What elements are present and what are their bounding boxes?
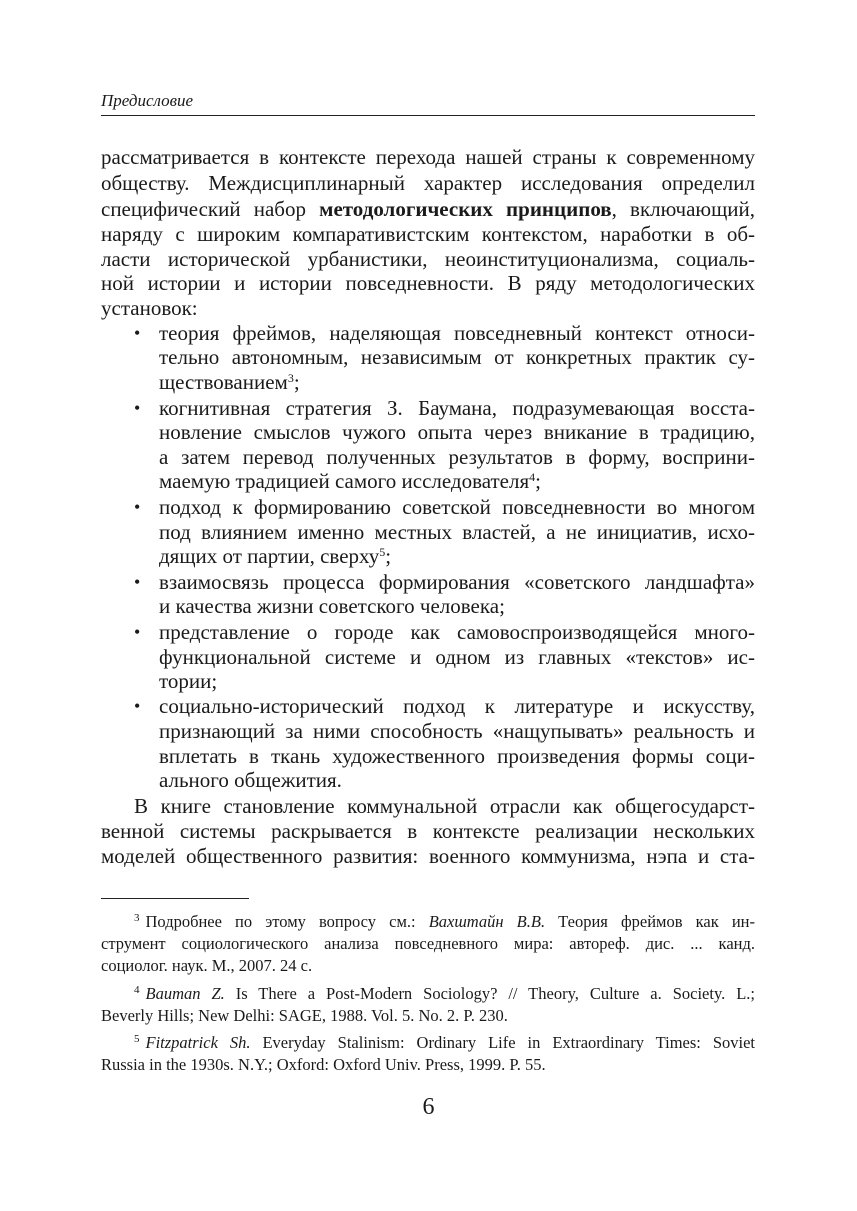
footnote-number: 4 <box>134 984 140 996</box>
body-line: обществу. Междисциплинарный характер исследования определил <box>101 171 755 195</box>
bold-term: методологических принципов <box>319 197 612 221</box>
footnote-line <box>134 911 755 933</box>
footnote-number: 3 <box>134 912 140 924</box>
footnote-text: Подробнее по этому вопросу см.: <box>145 912 429 931</box>
body-text: , включающий, <box>611 197 755 221</box>
footnote-text: Теория фреймов как ин- <box>545 912 755 931</box>
body-line: установок: <box>101 296 198 320</box>
bullet-marker: • <box>134 323 141 343</box>
running-head: Предисловие <box>101 90 755 116</box>
body-text: маемую традицией самого исследователя <box>159 469 530 493</box>
bullet-marker: • <box>134 572 141 592</box>
list-item-line: тории; <box>159 669 218 693</box>
list-item-line <box>159 370 755 394</box>
list-item-line: когнитивная стратегия З. Баумана, подразумевающая восста- <box>159 396 755 420</box>
footnote-separator <box>101 898 249 899</box>
body-line: моделей общественного развития: военного коммунизма, нэпа и ста- <box>101 844 755 868</box>
body-text: ; <box>535 469 541 493</box>
body-text: ; <box>385 544 392 568</box>
footnote-line: струмент социологического анализа повседневного мира: автореф. дис. ... канд. <box>101 934 755 953</box>
list-item-line: социально-исторический подход к литературе и искусству, <box>159 694 755 718</box>
footnote-ref: 5 <box>379 545 386 559</box>
list-item-line <box>159 544 755 568</box>
body-text: ществованием <box>159 370 288 394</box>
body-line <box>101 197 755 221</box>
list-item-line: новление смыслов чужого опыта через вникание в традицию, <box>159 420 755 444</box>
footnote-text: Everyday Stalinism: Ordinary Life in Extraordinary Times: Soviet <box>250 1033 755 1052</box>
body-text: дящих от партии, сверху <box>159 544 380 568</box>
footnote-author: Вахштайн В.В. <box>428 912 546 931</box>
footnote-ref: 3 <box>287 371 294 385</box>
body-line: В книге становление коммунальной отрасли как общегосударст- <box>134 794 755 818</box>
body-text: ; <box>293 370 300 394</box>
body-line: рассматривается в контексте перехода нашей страны к современному <box>101 145 755 169</box>
bullet-marker: • <box>134 622 141 642</box>
body-text: специфический набор <box>101 197 320 221</box>
list-item-line: вплетать в ткань художественного произведения формы соци- <box>159 744 755 768</box>
footnote-ref: 4 <box>529 470 536 484</box>
body-line: наряду с широким компаративистским контекстом, наработки в об- <box>101 222 755 246</box>
bullet-marker: • <box>134 497 141 517</box>
footnote-author: Bauman Z. <box>145 984 225 1003</box>
list-item-line: признающий за ними способность «нащупывать» реальность и <box>159 719 755 743</box>
list-item-line: представление о городе как самовоспроизводящейся много- <box>159 620 755 644</box>
list-item-line <box>159 469 755 493</box>
footnote-author: Fitzpatrick Sh. <box>145 1033 251 1052</box>
list-item-line: под влиянием именно местных властей, а не инициатив, исхо- <box>159 520 755 544</box>
list-item-line: теория фреймов, наделяющая повседневный контекст относи- <box>159 321 755 345</box>
footnote-line: Russia in the 1930s. N.Y.; Oxford: Oxford Univ. Press, 1999. P. 55. <box>101 1055 546 1074</box>
body-line: ласти исторической урбанистики, неоинституционализма, социаль- <box>101 247 755 271</box>
list-item-line: подход к формированию советской повседневности во многом <box>159 495 755 519</box>
body-line: ной истории и истории повседневности. В ряду методологических <box>101 271 755 295</box>
footnote-number: 5 <box>134 1033 140 1045</box>
bullet-marker: • <box>134 398 141 418</box>
footnote-line: социолог. наук. М., 2007. 24 с. <box>101 956 313 975</box>
list-item-line: функциональной системе и одном из главных «текстов» ис- <box>159 645 755 669</box>
footnote-line <box>134 1032 755 1054</box>
body-line: венной системы раскрывается в контексте реализации нескольких <box>101 819 755 843</box>
footnote-text: Is There a Post-Modern Sociology? // Theory, Culture a. Society. L.; <box>224 984 755 1003</box>
list-item-line: и качества жизни советского человека; <box>159 594 505 618</box>
list-item-line: а затем перевод полученных результатов в форму, восприни- <box>159 445 755 469</box>
bullet-marker: • <box>134 696 141 716</box>
list-item-line: ального общежития. <box>159 768 342 792</box>
footnote-line: Beverly Hills; New Delhi: SAGE, 1988. Vol. 5. No. 2. P. 230. <box>101 1006 508 1025</box>
list-item-line: взаимосвязь процесса формирования «советского ландшафта» <box>159 570 755 594</box>
footnote-line <box>134 983 755 1005</box>
page-number: 6 <box>422 1094 435 1120</box>
list-item-line: тельно автономным, независимым от конкретных практик су- <box>159 345 755 369</box>
